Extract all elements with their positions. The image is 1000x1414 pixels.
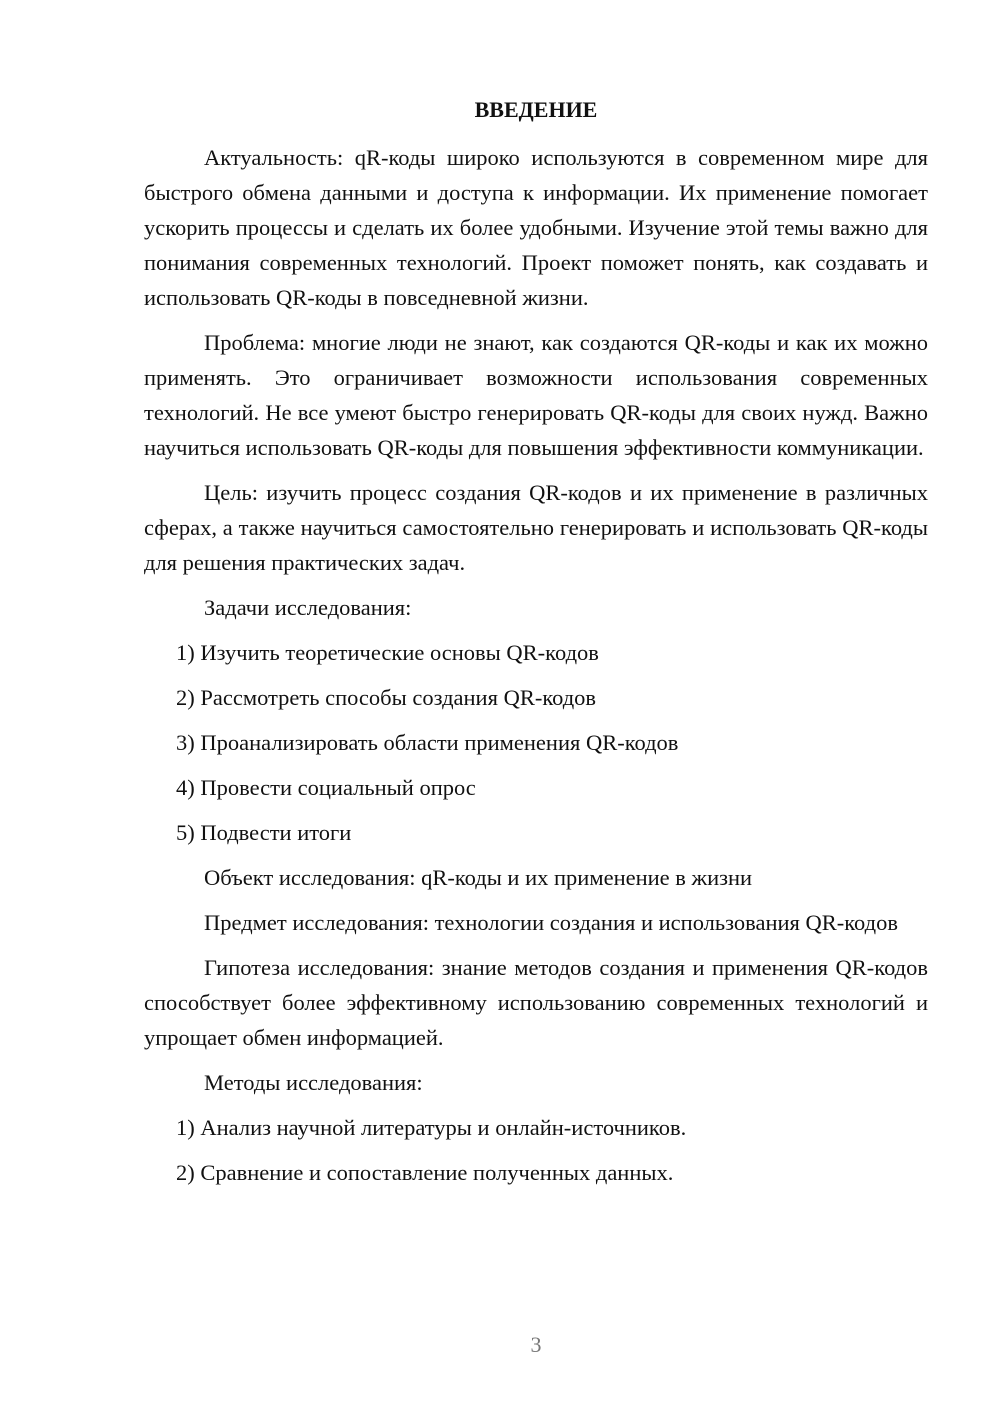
task-item: 2) Рассмотреть способы создания QR-кодов bbox=[176, 685, 597, 710]
task-item: 5) Подвести итоги bbox=[176, 820, 352, 845]
task-item: 1) Изучить теоретические основы QR-кодов bbox=[176, 640, 599, 665]
hypothesis-paragraph: Гипотеза исследования: знание методов создания и применения QR-кодов способствует более эффективному использованию современных технологий и упрощает обмен информацией. bbox=[144, 955, 928, 1050]
page-title: ВВЕДЕНИЕ bbox=[474, 97, 598, 122]
method-item: 2) Сравнение и сопоставление полученных данных. bbox=[176, 1160, 674, 1185]
task-item: 4) Провести социальный опрос bbox=[176, 775, 476, 800]
page-number: 3 bbox=[530, 1332, 542, 1357]
object-paragraph: Объект исследования: qR-коды и их применение в жизни bbox=[204, 865, 753, 890]
tasks-title: Задачи исследования: bbox=[204, 595, 412, 620]
task-item: 3) Проанализировать области применения QR-кодов bbox=[176, 730, 679, 755]
problem-paragraph: Проблема: многие люди не знают, как создаются QR-коды и как их можно применять. Это ограничивает возможности использования современных технологий. Не все умеют быстро генерировать QR-коды для своих нужд. Важно научиться использовать QR-коды для повышения эффективности коммуникации. bbox=[144, 330, 928, 460]
relevance-paragraph: Актуальность: qR-коды широко используются в современном мире для быстрого обмена данными и доступа к информации. Их применение помогает ускорить процессы и сделать их более удобными. Изучение этой темы важно для понимания современных технологий. Проект поможет понять, как создавать и использовать QR-коды в повседневной жизни. bbox=[144, 145, 928, 310]
method-item: 1) Анализ научной литературы и онлайн-источников. bbox=[176, 1115, 687, 1140]
goal-paragraph: Цель: изучить процесс создания QR-кодов и их применение в различных сферах, а также научиться самостоятельно генерировать и использовать QR-коды для решения практических задач. bbox=[144, 480, 928, 575]
page-content bbox=[144, 94, 928, 1200]
methods-title: Методы исследования: bbox=[204, 1070, 423, 1095]
subject-paragraph: Предмет исследования: технологии создания и использования QR-кодов bbox=[204, 910, 898, 935]
